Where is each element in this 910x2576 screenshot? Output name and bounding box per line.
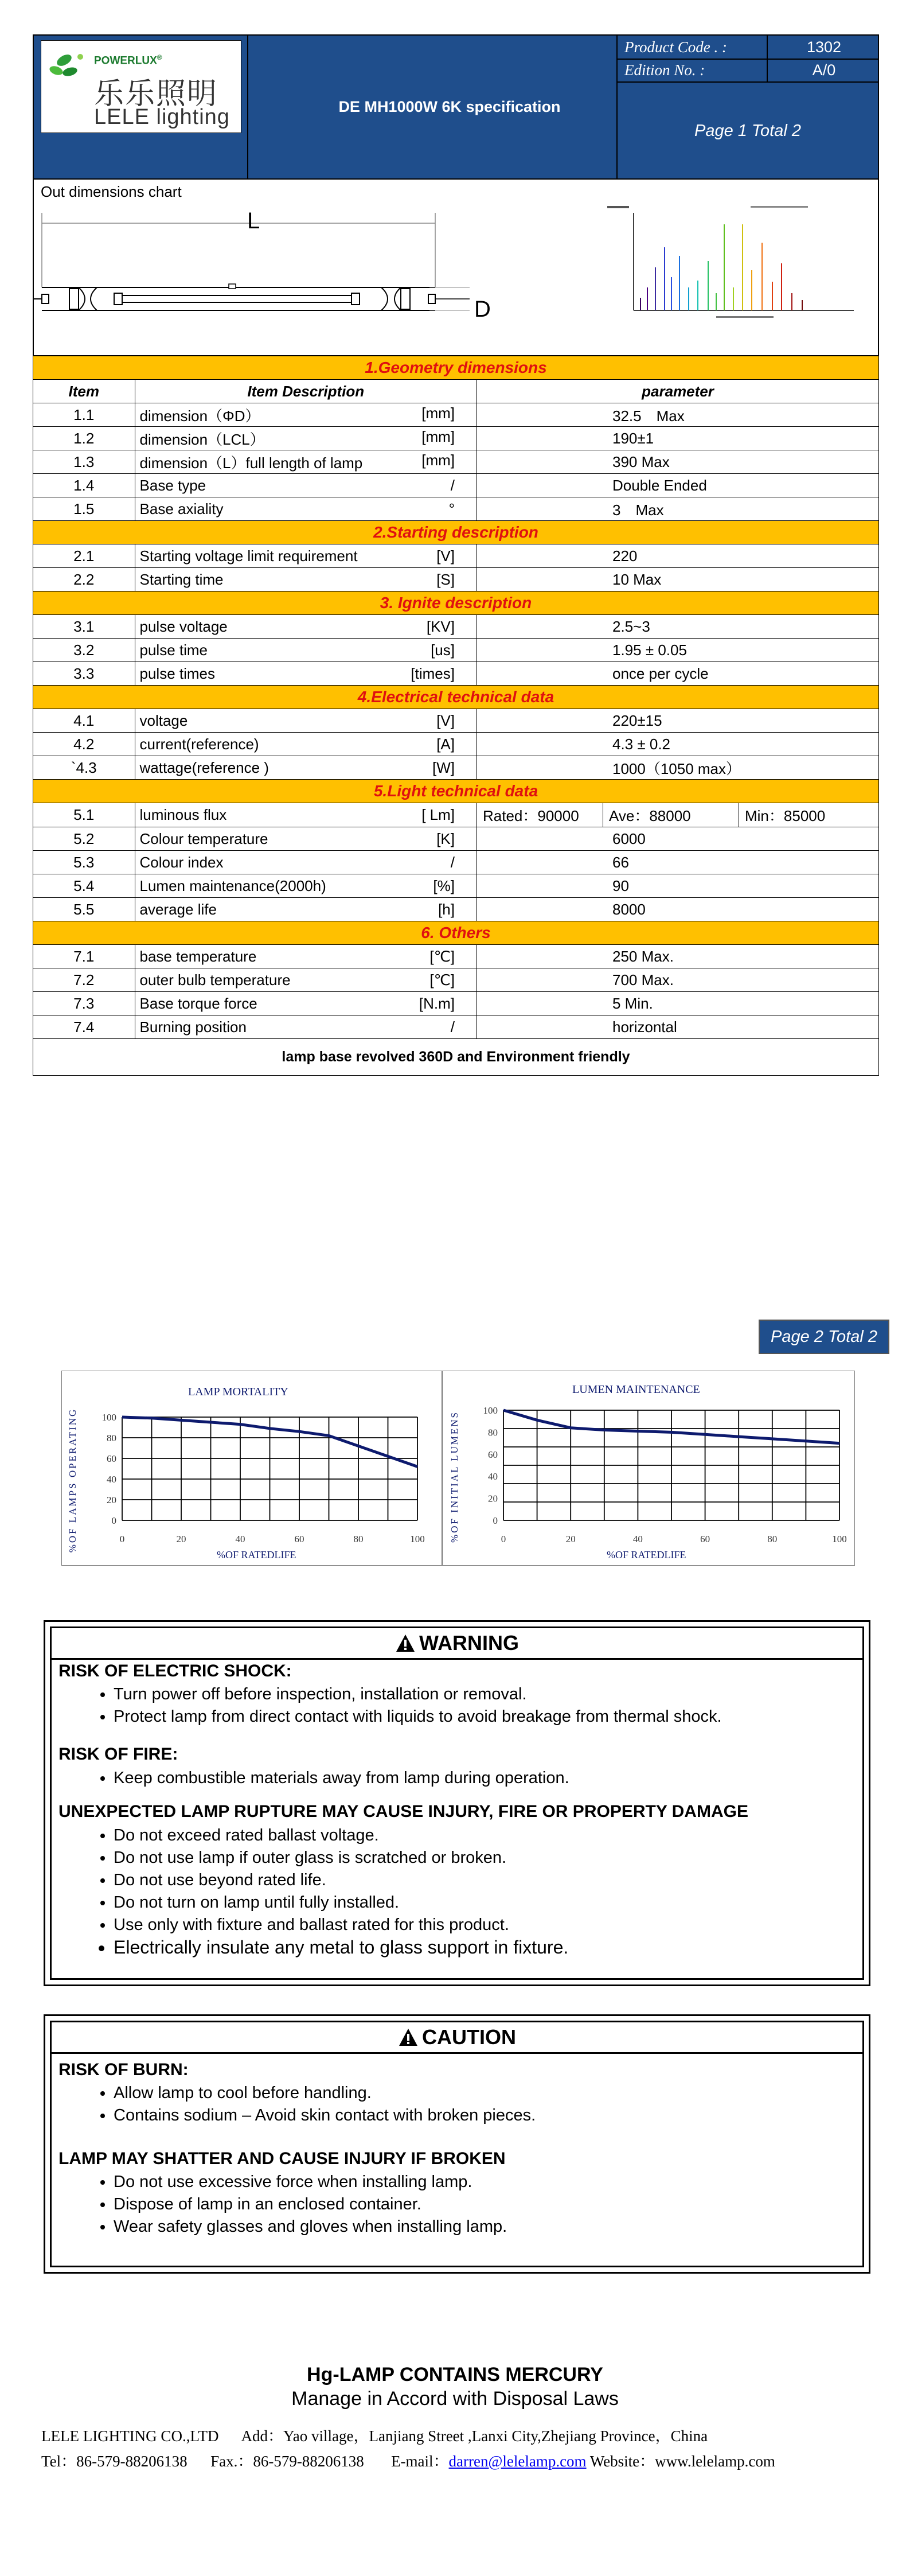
flux-split	[477, 803, 878, 827]
item-number: `4.3	[33, 756, 135, 780]
table-row	[33, 898, 879, 921]
table-row	[33, 756, 879, 780]
dimension-label-L: L	[247, 208, 260, 234]
table-row	[33, 992, 879, 1015]
caution-title-text: CAUTION	[422, 2025, 516, 2049]
x-tick-label: 100	[832, 1534, 847, 1544]
unit-text: [℃]	[429, 971, 455, 989]
y-axis-label: %OF INITIAL LUMENS	[449, 1411, 460, 1543]
description-text: Base type	[139, 476, 206, 494]
shatter-list	[58, 2171, 507, 2238]
leaf-logo-icon	[47, 48, 93, 94]
description-text: pulse time	[139, 641, 208, 659]
parameter-value: horizontal	[477, 1015, 879, 1039]
section-header	[33, 780, 879, 803]
item-description	[135, 474, 477, 497]
warning-triangle-icon	[395, 1633, 416, 1653]
y-tick-label: 40	[107, 1474, 116, 1485]
unit-text: [ Lm]	[421, 806, 455, 823]
description-text: current(reference)	[139, 735, 259, 753]
parameter-value: 66	[477, 851, 879, 874]
y-tick-label: 40	[488, 1471, 498, 1482]
spec-header	[33, 34, 879, 180]
unit-text: [W]	[432, 758, 455, 776]
item-description	[135, 945, 477, 968]
unit-text: [%]	[433, 877, 455, 894]
list-item: • Do not use beyond rated life.	[114, 1869, 568, 1892]
x-tick-label: 40	[235, 1534, 245, 1544]
col-desc-header: Item Description	[135, 380, 477, 403]
tel-number: 86-579-88206138	[76, 2453, 188, 2470]
spectrum-chart-icon	[607, 201, 860, 322]
x-tick-label: 0	[119, 1534, 125, 1544]
dimensions-title: Out dimensions chart	[41, 183, 182, 200]
item-number: 2.1	[33, 544, 135, 568]
col-param-header: parameter	[477, 380, 879, 403]
table-row	[33, 615, 879, 639]
parameter-value: 6000	[477, 827, 879, 851]
unit-text: [mm]	[421, 427, 455, 445]
table-row	[33, 662, 879, 686]
edition-value: A/0	[812, 61, 836, 79]
description-text: Burning position	[139, 1018, 247, 1036]
fax-label: Fax.：	[210, 2453, 253, 2470]
table-row	[33, 827, 879, 851]
item-description	[135, 615, 477, 639]
unit-text: [A]	[436, 735, 455, 753]
item-number: 7.1	[33, 945, 135, 968]
product-code-row	[618, 36, 878, 60]
section-title: 4.Electrical technical data	[33, 686, 879, 709]
item-number: 7.4	[33, 1015, 135, 1039]
spec-title: DE MH1000W 6K specification	[338, 98, 561, 115]
unit-text: /	[450, 476, 455, 494]
description-text: Base axiality	[139, 500, 224, 517]
description-text: dimension（ΦD）	[139, 407, 260, 425]
item-description	[135, 874, 477, 898]
y-tick-label: 80	[107, 1433, 116, 1443]
registered-mark: ®	[157, 53, 162, 61]
x-tick-label: 60	[294, 1534, 304, 1544]
parameter-value: once per cycle	[477, 662, 879, 686]
table-row	[33, 474, 879, 497]
section-title: 2.Starting description	[33, 521, 879, 544]
section-header	[33, 521, 879, 544]
description-text: average life	[139, 900, 217, 918]
parameter-value: 1.95 ± 0.05	[477, 639, 879, 662]
chart-title: LUMEN MAINTENANCE	[572, 1383, 700, 1396]
warning-title	[52, 1628, 862, 1660]
item-description	[135, 662, 477, 686]
rupture-list	[58, 1824, 568, 1959]
burn-list	[58, 2082, 536, 2127]
unit-text: [℃]	[429, 947, 455, 965]
y-tick-label: 20	[107, 1495, 116, 1505]
item-description	[135, 709, 477, 733]
item-description	[135, 756, 477, 780]
item-number: 1.4	[33, 474, 135, 497]
lamp-outline-drawing	[34, 201, 504, 328]
unit-text: °	[448, 500, 455, 517]
parameter-value: 190±1	[477, 427, 879, 450]
list-item: • Allow lamp to cool before handling.	[114, 2082, 536, 2104]
list-item: • Do not turn on lamp until fully installed.	[114, 1892, 568, 1914]
parameter-value: 90	[477, 874, 879, 898]
table-row	[33, 874, 879, 898]
parameter-value: 4.3 ± 0.2	[477, 733, 879, 756]
flux-value: Ave：88000	[603, 803, 739, 827]
column-header-row	[33, 380, 879, 403]
item-number: 4.1	[33, 709, 135, 733]
list-item: • Do not exceed rated ballast voltage.	[114, 1824, 568, 1847]
unit-text: [KV]	[426, 617, 455, 635]
description-text: Colour index	[139, 853, 224, 871]
item-number: 7.3	[33, 992, 135, 1015]
parameter-value: 220	[477, 544, 879, 568]
parameter-value: Double Ended	[477, 474, 879, 497]
item-number: 3.2	[33, 639, 135, 662]
y-tick-label: 100	[101, 1412, 116, 1423]
table-row	[33, 709, 879, 733]
unit-text: [V]	[436, 711, 455, 729]
x-tick-label: 0	[501, 1534, 506, 1544]
parameter-value: 10 Max	[477, 568, 879, 592]
company-contact-line	[41, 2449, 775, 2471]
unit-text: [K]	[436, 830, 455, 847]
item-number: 5.4	[33, 874, 135, 898]
website: www.lelelamp.com	[655, 2453, 775, 2470]
parameter-value	[477, 803, 879, 827]
mercury-notice: Hg-LAMP CONTAINS MERCURY	[307, 2364, 603, 2386]
description-text: pulse voltage	[139, 617, 228, 635]
description-text: Colour temperature	[139, 830, 268, 847]
unit-text: [V]	[436, 547, 455, 565]
table-row	[33, 803, 879, 827]
x-tick-label: 80	[767, 1534, 778, 1544]
shock-heading: RISK OF ELECTRIC SHOCK:	[58, 1661, 292, 1680]
item-description	[135, 851, 477, 874]
x-tick-label: 100	[410, 1534, 425, 1544]
x-tick-label: 20	[176, 1534, 186, 1544]
description-text: pulse times	[139, 664, 216, 682]
y-axis-label: %OF LAMPS OPERATING	[67, 1407, 78, 1553]
table-row	[33, 733, 879, 756]
y-tick-label: 0	[111, 1515, 116, 1526]
y-tick-label: 100	[483, 1405, 498, 1416]
item-number: 5.5	[33, 898, 135, 921]
item-number: 1.1	[33, 403, 135, 427]
table-row	[33, 450, 879, 474]
section-header	[33, 686, 879, 709]
dimension-label-D: D	[474, 297, 491, 322]
caution-title	[52, 2022, 862, 2054]
flux-value: Rated：90000	[477, 803, 603, 827]
spec-table	[33, 356, 879, 1076]
description-text: dimension（LCL）	[139, 430, 265, 448]
y-tick-label: 0	[493, 1515, 498, 1526]
unit-text: [N.m]	[419, 994, 455, 1012]
parameter-value: 1000（1050 max）	[477, 756, 879, 780]
shock-list	[58, 1683, 722, 1728]
x-axis-label: %OF RATEDLIFE	[217, 1549, 296, 1561]
parameter-value: 2.5~3	[477, 615, 879, 639]
table-row	[33, 544, 879, 568]
table-row	[33, 639, 879, 662]
company-address-line	[41, 2423, 708, 2446]
table-row	[33, 968, 879, 992]
life-charts	[62, 1371, 854, 1565]
item-description	[135, 427, 477, 450]
unit-text: [mm]	[421, 451, 455, 469]
item-number: 1.5	[33, 497, 135, 521]
table-row	[33, 851, 879, 874]
table-row	[33, 427, 879, 450]
item-number: 5.3	[33, 851, 135, 874]
description-text: outer bulb temperature	[139, 971, 291, 989]
section-title: 5.Light technical data	[33, 780, 879, 803]
list-item: • Do not use lamp if outer glass is scratched or broken.	[114, 1847, 568, 1869]
logo-chinese: 乐乐照明	[94, 77, 218, 111]
item-number: 3.3	[33, 662, 135, 686]
rupture-heading: UNEXPECTED LAMP RUPTURE MAY CAUSE INJURY, FIRE OR PROPERTY DAMAGE	[58, 1802, 748, 1821]
item-number: 7.2	[33, 968, 135, 992]
x-tick-label: 60	[700, 1534, 710, 1544]
unit-text: [mm]	[421, 404, 455, 422]
list-item: • Turn power off before inspection, installation or removal.	[114, 1683, 722, 1706]
page-2-indicator: Page 2 Total 2	[759, 1320, 889, 1354]
item-description	[135, 450, 477, 474]
list-item: • Do not use excessive force when installing lamp.	[114, 2171, 507, 2193]
warning-box	[44, 1620, 870, 1986]
list-item: • Dispose of lamp in an enclosed container.	[114, 2193, 507, 2216]
item-number: 5.1	[33, 803, 135, 827]
item-number: 1.2	[33, 427, 135, 450]
description-text: wattage(reference )	[139, 758, 269, 776]
parameter-value: 390 Max	[477, 450, 879, 474]
caution-triangle-icon	[398, 2028, 419, 2047]
item-description	[135, 1015, 477, 1039]
unit-text: /	[450, 1018, 455, 1036]
item-description	[135, 733, 477, 756]
parameter-value: 32.5 Max	[477, 403, 879, 427]
fax-number: 86-579-88206138	[253, 2453, 364, 2470]
dimensions-section	[33, 178, 879, 356]
y-tick-label: 20	[488, 1493, 498, 1504]
y-tick-label: 80	[488, 1427, 498, 1438]
y-tick-label: 60	[488, 1449, 498, 1460]
table-row	[33, 497, 879, 521]
item-number: 2.2	[33, 568, 135, 592]
list-item: • Contains sodium – Avoid skin contact with broken pieces.	[114, 2104, 536, 2127]
shatter-heading: LAMP MAY SHATTER AND CAUSE INJURY IF BROKEN	[58, 2149, 506, 2168]
item-description	[135, 639, 477, 662]
warning-title-text: WARNING	[419, 1631, 519, 1655]
parameter-value: 8000	[477, 898, 879, 921]
address: Yao village，Lanjiang Street ,Lanxi City,Zhejiang Province，China	[283, 2427, 708, 2445]
x-tick-label: 40	[632, 1534, 643, 1544]
item-description	[135, 827, 477, 851]
item-description	[135, 544, 477, 568]
table-footer-row	[33, 1039, 879, 1076]
company-name: LELE LIGHTING CO.,LTD	[41, 2427, 219, 2445]
item-number: 1.3	[33, 450, 135, 474]
parameter-value: 700 Max.	[477, 968, 879, 992]
description-text: base temperature	[139, 947, 257, 965]
table-row	[33, 568, 879, 592]
description-text: dimension（L）full length of lamp	[139, 454, 363, 472]
caution-box	[44, 2014, 870, 2274]
tel-label: Tel：	[41, 2453, 77, 2470]
life-charts-panel	[61, 1371, 855, 1566]
item-description	[135, 992, 477, 1015]
description-text: voltage	[139, 711, 188, 729]
parameter-value: 250 Max.	[477, 945, 879, 968]
item-number: 3.1	[33, 615, 135, 639]
product-code-value: 1302	[806, 38, 842, 56]
unit-text: /	[450, 853, 455, 871]
flux-value: Min：85000	[745, 807, 826, 824]
item-description	[135, 497, 477, 521]
burn-heading: RISK OF BURN:	[58, 2060, 189, 2079]
section-header	[33, 592, 879, 615]
parameter-value: 220±15	[477, 709, 879, 733]
x-tick-label: 80	[353, 1534, 364, 1544]
header-divider	[247, 36, 248, 178]
x-tick-label: 20	[565, 1534, 576, 1544]
description-text: Starting time	[139, 570, 224, 588]
unit-text: [us]	[431, 641, 455, 659]
section-header	[33, 921, 879, 945]
website-label: Website：	[589, 2453, 655, 2470]
email-label: E-mail：	[391, 2453, 449, 2470]
unit-text: [S]	[436, 570, 455, 588]
item-description	[135, 968, 477, 992]
product-code-label: Product Code . :	[624, 38, 727, 56]
company-logo	[41, 40, 241, 133]
description-text: Base torque force	[139, 994, 257, 1012]
edition-label: Edition No. :	[624, 61, 705, 79]
fire-list	[58, 1767, 569, 1789]
col-item-header: Item	[33, 380, 135, 403]
table-row	[33, 945, 879, 968]
item-number: 4.2	[33, 733, 135, 756]
x-axis-label: %OF RATEDLIFE	[607, 1549, 686, 1561]
unit-text: [h]	[438, 900, 455, 918]
section-header	[33, 356, 879, 380]
page-indicator: Page 1 Total 2	[694, 122, 801, 140]
table-row	[33, 1015, 879, 1039]
table-footer: lamp base revolved 360D and Environment friendly	[33, 1039, 879, 1076]
list-item: • Wear safety glasses and gloves when installing lamp.	[114, 2216, 507, 2238]
disposal-notice: Manage in Accord with Disposal Laws	[291, 2388, 619, 2410]
item-description	[135, 803, 477, 827]
brand-name: POWERLUX	[94, 55, 157, 67]
list-item: • Keep combustible materials away from lamp during operation.	[114, 1767, 569, 1789]
description-text: Lumen maintenance(2000h)	[139, 877, 326, 894]
logo-english: LELE lighting	[94, 105, 230, 129]
edition-row	[618, 59, 878, 83]
description-text: luminous flux	[139, 806, 227, 823]
item-description	[135, 898, 477, 921]
fire-heading: RISK OF FIRE:	[58, 1745, 178, 1764]
address-label: Add：	[241, 2427, 283, 2445]
unit-text: [times]	[411, 664, 455, 682]
list-item: • Electrically insulate any metal to glass support in fixture.	[114, 1936, 568, 1959]
description-text: Starting voltage limit requirement	[139, 547, 358, 565]
table-row	[33, 403, 879, 427]
section-title: 6. Others	[33, 921, 879, 945]
item-description	[135, 403, 477, 427]
email-link[interactable]: darren@lelelamp.com	[448, 2453, 587, 2470]
parameter-value: 5 Min.	[477, 992, 879, 1015]
item-number: 5.2	[33, 827, 135, 851]
chart-title: LAMP MORTALITY	[188, 1386, 288, 1398]
list-item: • Use only with fixture and ballast rated for this product.	[114, 1914, 568, 1936]
y-tick-label: 60	[107, 1453, 116, 1464]
parameter-value: 3 Max	[477, 497, 879, 521]
list-item: • Protect lamp from direct contact with liquids to avoid breakage from thermal shock.	[114, 1706, 722, 1728]
item-description	[135, 568, 477, 592]
section-title: 1.Geometry dimensions	[33, 356, 879, 380]
section-title: 3. Ignite description	[33, 592, 879, 615]
